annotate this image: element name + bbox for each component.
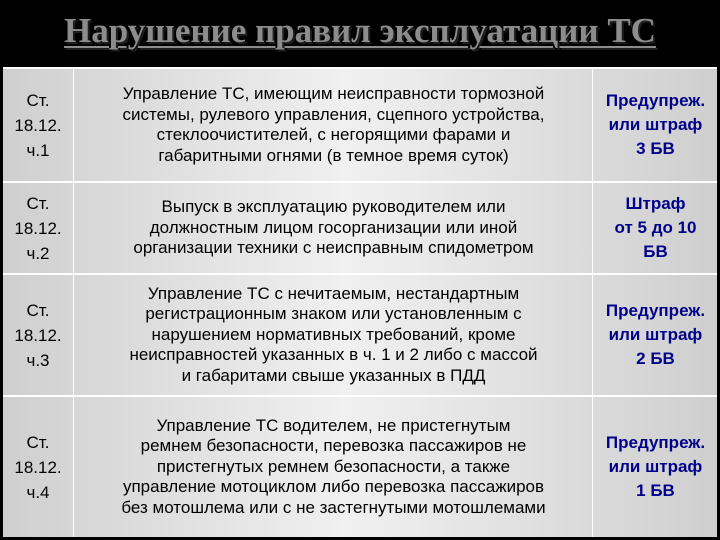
- penalty-line: Штраф: [625, 194, 686, 213]
- description-line: Управление ТС с нечитаемым, нестандартным: [147, 283, 520, 303]
- description-line: неисправностей указанных в ч. 1 и 2 либо с массой: [129, 345, 538, 365]
- description-line: стеклоочистителей, с негорящими фарами и: [156, 125, 511, 144]
- description-line: пристегнутых ремнем безопасности, а также: [156, 456, 511, 476]
- article-line: 18.12.: [14, 457, 62, 477]
- violations-table: [3, 67, 717, 537]
- description-cell: [75, 275, 593, 395]
- description-line: Управление ТС, имеющим неисправности тормозной: [122, 84, 545, 103]
- article-line: Ст.: [26, 300, 50, 320]
- penalty-cell: [594, 275, 717, 395]
- article-cell: [3, 69, 74, 181]
- penalty-line: Предупреж.: [605, 91, 706, 110]
- penalty-line: Предупреж.: [605, 433, 706, 452]
- article-line: Ст.: [26, 432, 50, 452]
- slide-title: Нарушение правил эксплуатации ТС: [64, 11, 656, 50]
- penalty-line: от 5 до 10: [614, 218, 697, 237]
- description-line: должностным лицом госорганизации или иной: [149, 217, 518, 237]
- penalty-line: или штраф: [608, 115, 703, 134]
- penalty-line: Предупреж.: [605, 301, 706, 320]
- penalty-cell: [594, 397, 717, 537]
- article-line: 18.12.: [14, 218, 62, 238]
- penalty-line: БВ: [643, 242, 668, 261]
- description-line: и габаритами свыше указанных в ПДД: [181, 365, 486, 385]
- penalty-line: 2 БВ: [636, 349, 675, 368]
- article-line: 18.12.: [14, 325, 62, 345]
- article-line: ч.3: [26, 350, 50, 370]
- article-cell: [3, 397, 74, 537]
- article-cell: [3, 183, 74, 273]
- table-row: [3, 69, 717, 181]
- penalty-cell: [594, 69, 717, 181]
- article-line: ч.2: [26, 243, 50, 263]
- description-line: Выпуск в эксплуатацию руководителем или: [161, 197, 506, 217]
- article-line: ч.4: [26, 482, 50, 502]
- description-line: габаритными огнями (в темное время суток): [158, 145, 509, 165]
- description-line: регистрационным знаком или установленным с: [145, 304, 522, 324]
- penalty-line: 3 БВ: [636, 139, 675, 158]
- penalty-line: 1 БВ: [636, 481, 675, 500]
- description-line: управление мотоциклом либо перевозка пассажиров: [122, 477, 545, 497]
- article-line: 18.12.: [14, 115, 62, 135]
- article-line: Ст.: [26, 90, 50, 110]
- description-line: ремнем безопасности, перевозка пассажиров не: [140, 436, 527, 456]
- penalty-line: или штраф: [608, 457, 703, 476]
- description-line: организации техники с неисправным спидометром: [133, 238, 534, 258]
- description-line: нарушением нормативных требований, кроме: [151, 324, 516, 344]
- penalty-line: или штраф: [608, 325, 703, 344]
- table-row: [3, 183, 717, 273]
- description-cell: [75, 183, 593, 273]
- description-line: без мотошлема или с не застегнутыми мотошлемами: [121, 497, 546, 517]
- article-cell: [3, 275, 74, 395]
- table-row: [3, 275, 717, 395]
- description-line: системы, рулевого управления, сцепного устройства,: [122, 104, 545, 124]
- table-row: [3, 397, 717, 537]
- description-cell: [75, 69, 593, 181]
- penalty-cell: [594, 183, 717, 273]
- description-line: Управление ТС водителем, не пристегнутым: [156, 415, 511, 435]
- article-line: ч.1: [26, 140, 50, 160]
- article-line: Ст.: [26, 193, 50, 213]
- description-cell: [75, 397, 593, 537]
